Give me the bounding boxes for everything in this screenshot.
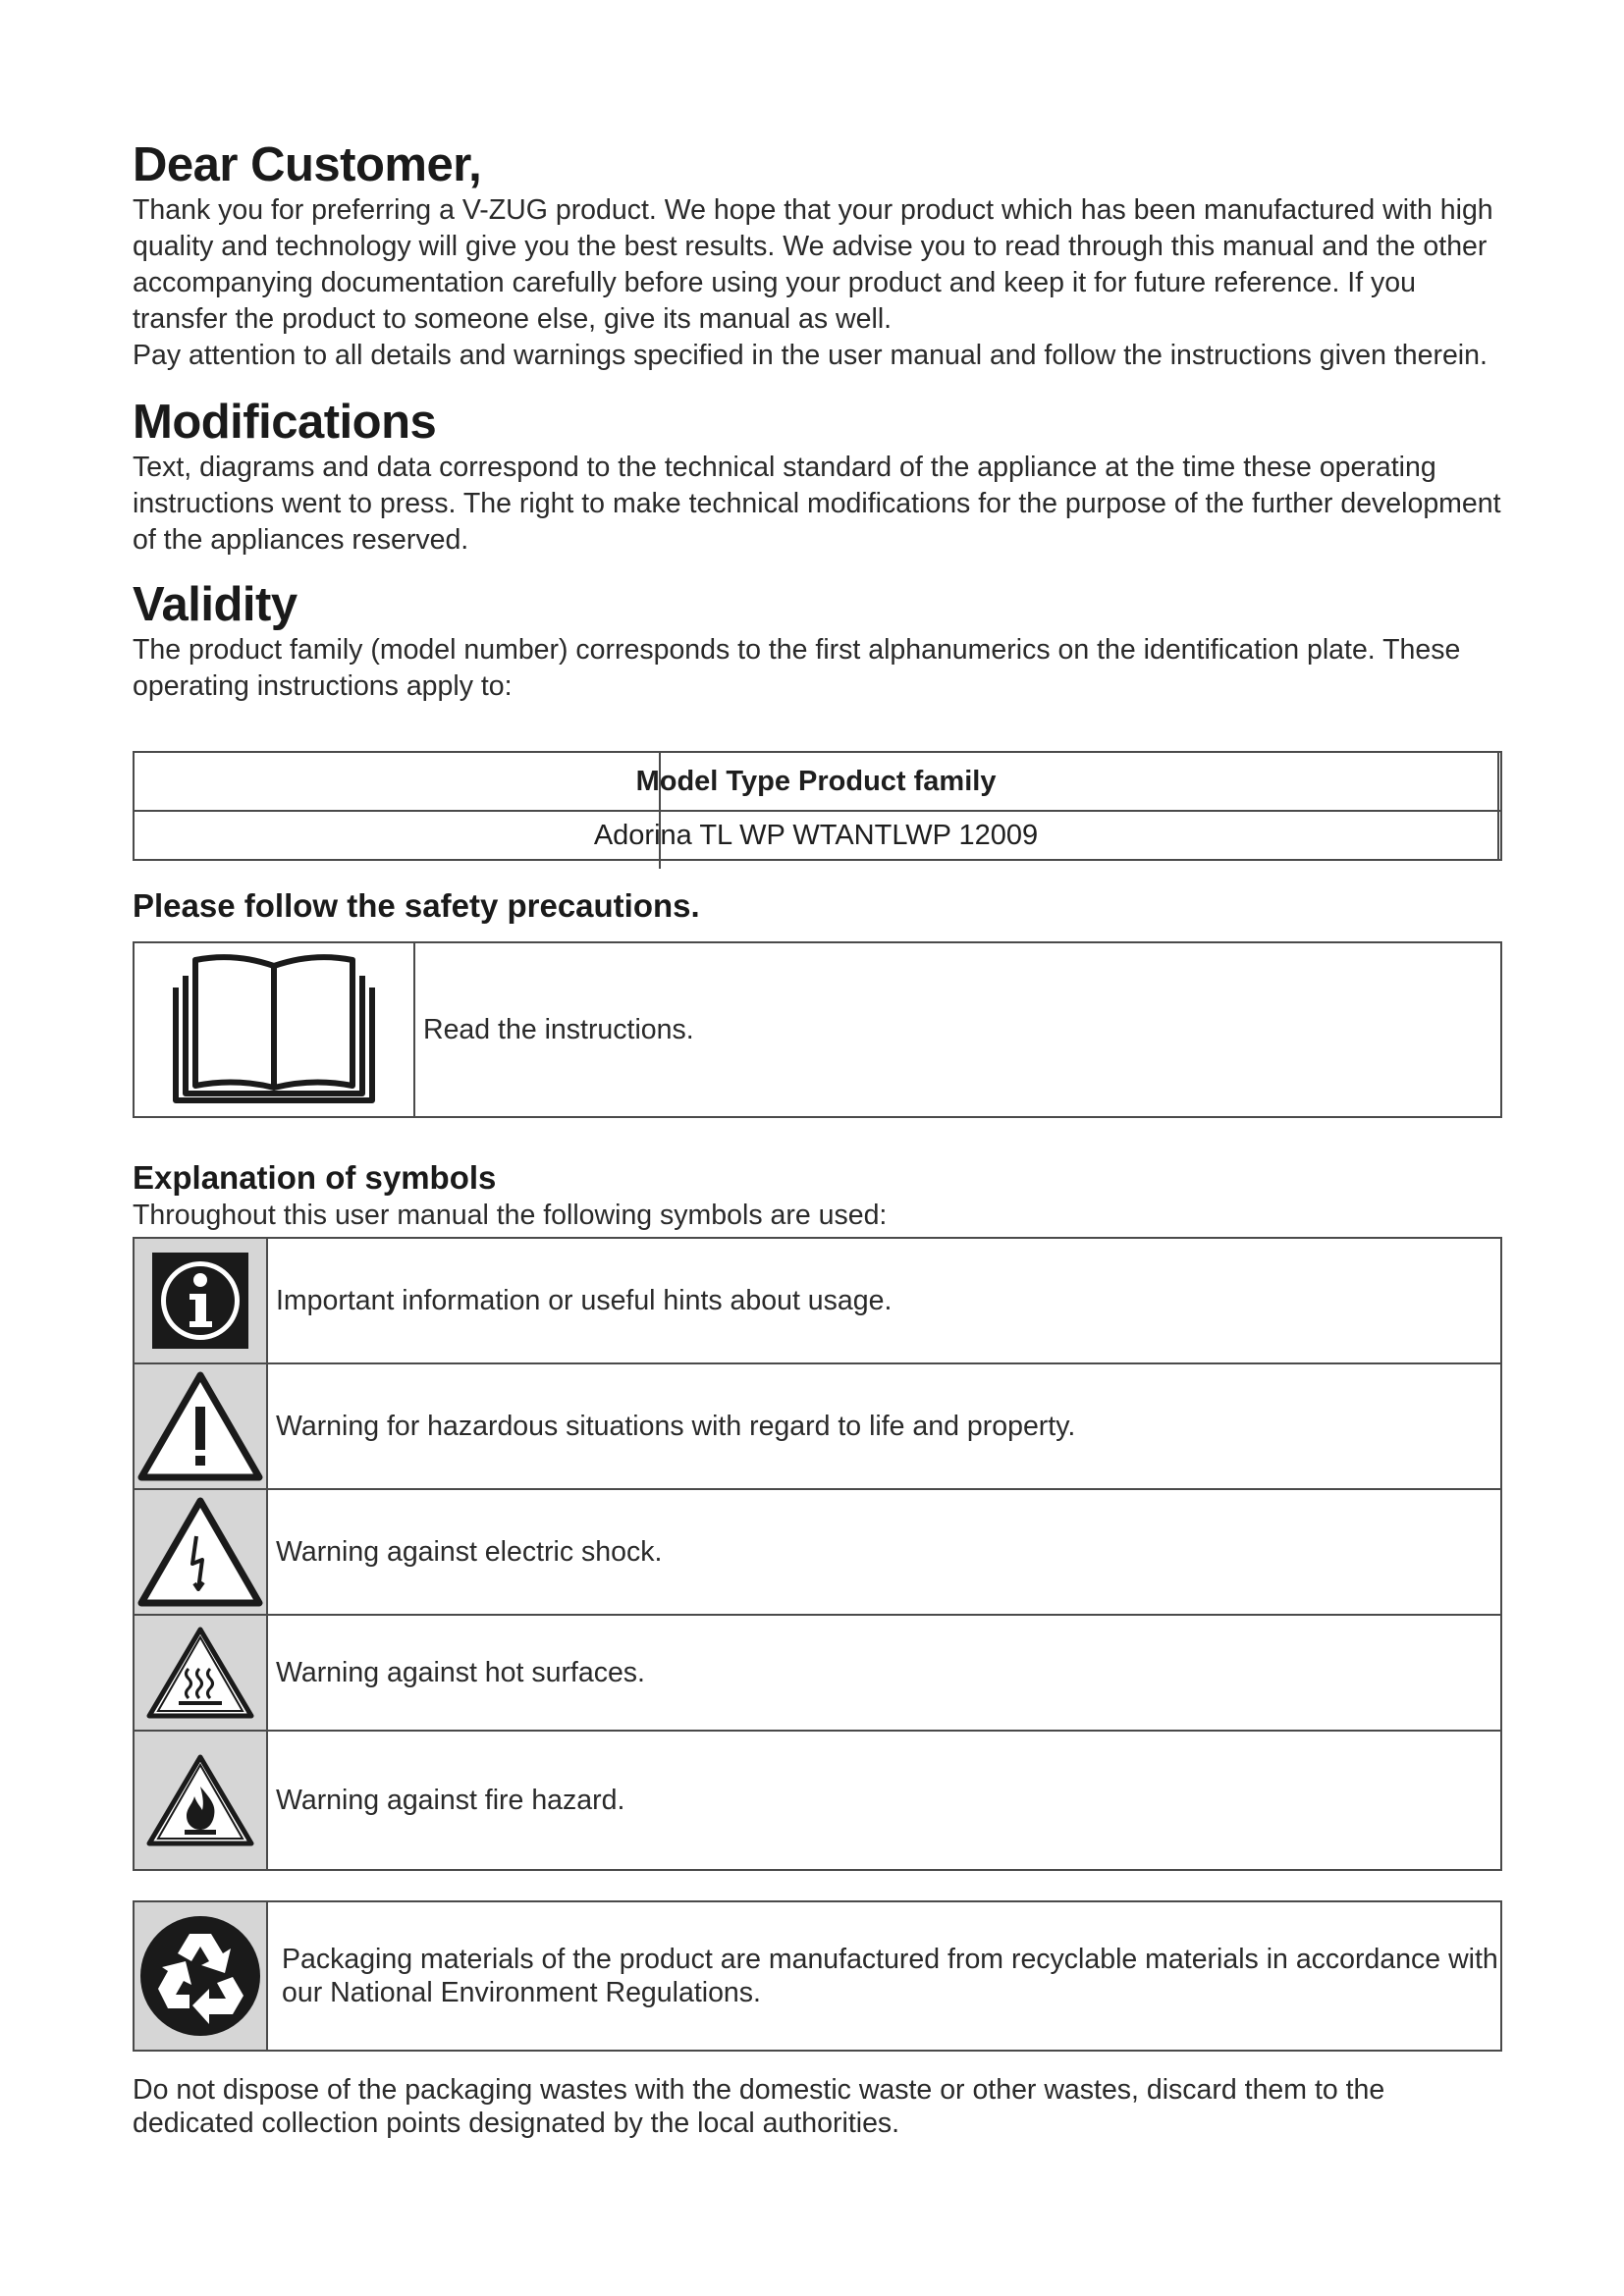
warning-icon-cell xyxy=(134,1363,267,1489)
recycle-icon-cell xyxy=(134,1901,267,2051)
hot-text: Warning against hot surfaces. xyxy=(276,1657,645,1688)
intro-paragraph-1: Thank you for preferring a V-ZUG product. We hope that your product which has been manufactured with high quality and technology will give you the best results. We advise you to read through this manual and the other accompanying documentation carefully before using your product and keep it for future reference. If you transfer the product to someone else, give its manual as well. xyxy=(133,194,1493,335)
recycle-text-cell xyxy=(267,1901,1501,2051)
intro-section xyxy=(133,137,1502,374)
safety-row xyxy=(134,942,1501,1117)
model-table-empty-cell xyxy=(1498,811,1501,860)
safety-text-cell xyxy=(414,942,1501,1117)
model-table-header-row xyxy=(134,752,1501,811)
fire-text-cell xyxy=(267,1731,1501,1870)
symbols-heading: Explanation of symbols xyxy=(133,1159,497,1196)
recycle-text: Packaging materials of the product are manufactured from recyclable materials in accordance with our National Environment Regulations. xyxy=(282,1944,1498,2008)
modifications-heading: Modifications xyxy=(133,396,437,449)
warning-text-cell xyxy=(267,1363,1501,1489)
validity-text: The product family (model number) corresponds to the first alphanumerics on the identification plate. These operating instructions apply to: xyxy=(133,634,1461,702)
model-table xyxy=(133,751,1502,861)
fire-hazard-icon xyxy=(135,1751,266,1849)
safety-heading: Please follow the safety precautions. xyxy=(133,887,700,924)
safety-table xyxy=(133,941,1502,1118)
validity-heading: Validity xyxy=(133,578,298,631)
symbols-intro: Throughout this user manual the following symbols are used: xyxy=(133,1200,888,1231)
model-table-cell xyxy=(134,811,1498,860)
symbol-row-hot xyxy=(134,1615,1501,1731)
symbol-row-info xyxy=(134,1238,1501,1363)
model-table-empty-header xyxy=(1498,752,1501,811)
model-name: Adorina TL WP WTANTLWP 12009 xyxy=(593,819,1039,851)
symbol-row-fire xyxy=(134,1731,1501,1870)
info-icon xyxy=(135,1253,266,1349)
model-table-header: Model Type Product family xyxy=(635,765,997,797)
symbol-row-electric xyxy=(134,1489,1501,1615)
hot-surface-icon xyxy=(135,1624,266,1722)
column-divider xyxy=(659,751,661,869)
book-icon xyxy=(135,948,413,1111)
recycle-row xyxy=(134,1901,1501,2051)
book-icon-cell xyxy=(134,942,414,1117)
info-text: Important information or useful hints about usage. xyxy=(276,1285,893,1316)
safety-text: Read the instructions. xyxy=(423,1014,694,1045)
modifications-section xyxy=(133,395,1502,559)
fire-icon-cell xyxy=(134,1731,267,1870)
symbols-table xyxy=(133,1237,1502,1871)
recycle-table xyxy=(133,1900,1502,2052)
symbols-section xyxy=(133,1158,1502,1871)
hot-icon-cell xyxy=(134,1615,267,1731)
model-table-header-cell xyxy=(134,752,1498,811)
model-table-row xyxy=(134,811,1501,860)
intro-paragraph-2: Pay attention to all details and warnings specified in the user manual and follow the instructions given therein. xyxy=(133,340,1488,371)
electric-icon-cell xyxy=(134,1489,267,1615)
disposal-text: Do not dispose of the packaging wastes with the domestic waste or other wastes, discard them to the dedicated collection points designated by the local authorities. xyxy=(133,2074,1385,2139)
warning-icon xyxy=(135,1371,266,1481)
electric-text-cell xyxy=(267,1489,1501,1615)
fire-text: Warning against fire hazard. xyxy=(276,1785,625,1816)
hot-text-cell xyxy=(267,1615,1501,1731)
modifications-text: Text, diagrams and data correspond to the technical standard of the appliance at the time these operating instructions went to press. The right to make technical modifications for the purpose of the further development of the appliances reserved. xyxy=(133,452,1501,556)
warning-text: Warning for hazardous situations with regard to life and property. xyxy=(276,1411,1076,1442)
recycle-section xyxy=(133,1900,1502,2052)
info-text-cell xyxy=(267,1238,1501,1363)
disposal-section xyxy=(133,2073,1502,2140)
intro-heading: Dear Customer, xyxy=(133,138,482,191)
electric-shock-icon xyxy=(135,1497,266,1607)
recycle-icon xyxy=(135,1914,266,2038)
info-icon-cell xyxy=(134,1238,267,1363)
electric-text: Warning against electric shock. xyxy=(276,1536,663,1568)
model-table-section xyxy=(133,751,1502,861)
validity-section xyxy=(133,577,1502,705)
symbol-row-warning xyxy=(134,1363,1501,1489)
safety-section xyxy=(133,886,1502,1118)
